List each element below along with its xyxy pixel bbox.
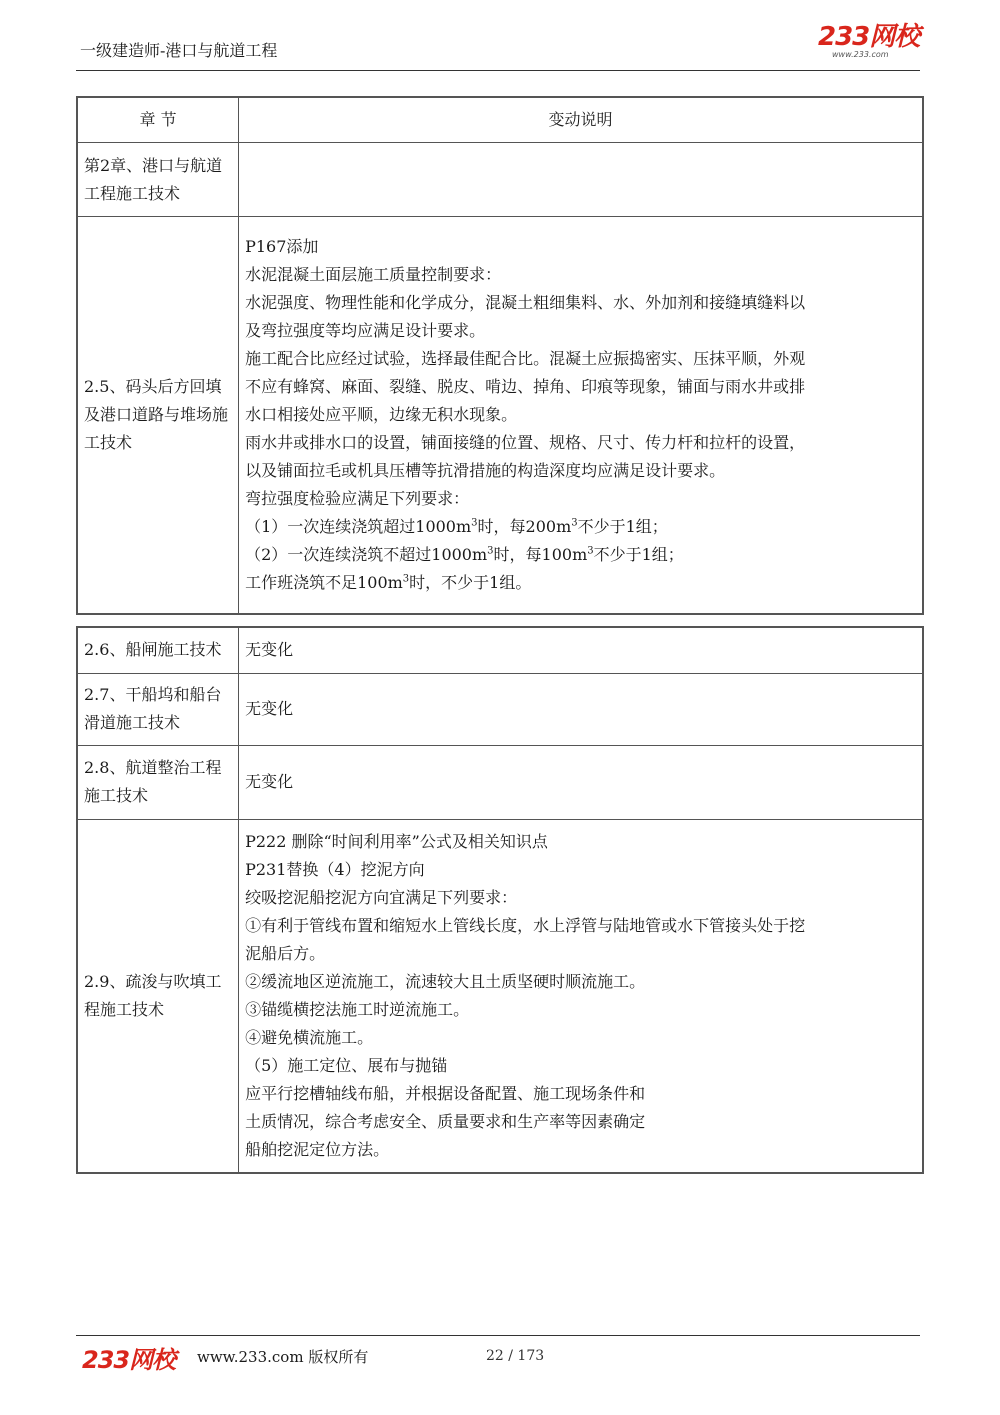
table-row: [77, 745, 923, 819]
table-row: [77, 819, 923, 1173]
change-line: ④避免横流施工。: [245, 1027, 374, 1047]
chapter-cell: 第2章、港口与航道工程施工技术: [77, 143, 239, 217]
table-header-row: [77, 97, 923, 143]
table-row: [77, 217, 923, 614]
superscript: 3: [571, 517, 578, 529]
chapter-cell: 2.8、航道整治工程施工技术: [77, 745, 239, 819]
item-text: 时，每200m: [477, 516, 572, 536]
superscript: 3: [402, 573, 410, 585]
change-line: P167添加: [245, 236, 319, 256]
requirement-item-3: [245, 569, 916, 597]
change-cell: [239, 819, 923, 1173]
column-header-change: 变动说明: [239, 97, 923, 143]
header-divider: [76, 70, 920, 71]
item-text: （2）一次连续浇筑不超过1000m: [245, 544, 488, 564]
superscript: 3: [471, 517, 478, 529]
change-cell: [239, 217, 923, 614]
requirement-item-1: [245, 513, 916, 541]
change-line: 以及铺面拉毛或机具压槽等抗滑措施的构造深度均应满足设计要求。: [245, 460, 726, 480]
change-line: ①有利于管线布置和缩短水上管线长度，水上浮管与陆地管或水下管接头处于挖: [245, 915, 806, 935]
chapter-cell: 2.9、疏浚与吹填工程施工技术: [77, 819, 239, 1173]
change-cell: 无变化: [239, 627, 923, 673]
superscript: 3: [487, 545, 494, 557]
changes-table-continued: [76, 626, 924, 1174]
change-line: 及弯拉强度等均应满足设计要求。: [245, 320, 486, 340]
chapter-cell: 2.5、码头后方回填及港口道路与堆场施工技术: [77, 217, 239, 614]
item-text: （1）一次连续浇筑超过1000m: [245, 516, 472, 536]
change-cell: [239, 143, 923, 217]
change-line: 船舶挖泥定位方法。: [245, 1139, 390, 1159]
change-line: 不应有蜂窝、麻面、裂缝、脱皮、啃边、掉角、印痕等现象，铺面与雨水井或排: [245, 376, 806, 396]
change-line: 施工配合比应经过试验，选择最佳配合比。混凝土应振捣密实、压抹平顺，外观: [245, 348, 806, 368]
item-text: 时，不少于1组。: [409, 572, 532, 592]
change-line: ②缓流地区逆流施工，流速较大且土质坚硬时顺流施工。: [245, 971, 646, 991]
chapter-cell: 2.6、船闸施工技术: [77, 627, 239, 673]
logo-text: 233网校: [818, 22, 920, 52]
change-cell: 无变化: [239, 745, 923, 819]
item-text: 不少于1组；: [577, 516, 668, 536]
change-line: 水口相接处应平顺，边缘无积水现象。: [245, 404, 518, 424]
change-line: （5）施工定位、展布与抛锚: [245, 1055, 448, 1075]
change-line: P222 删除“时间利用率”公式及相关知识点: [245, 831, 548, 851]
change-line: 水泥强度、物理性能和化学成分，混凝土粗细集料、水、外加剂和接缝填缝料以: [245, 292, 806, 312]
change-line: 水泥混凝土面层施工质量控制要求：: [245, 264, 502, 284]
item-text: 工作班浇筑不足100m: [245, 572, 403, 592]
logo-url: www.233.com: [832, 50, 889, 59]
footer-divider: [76, 1335, 920, 1336]
item-text: 不少于1组；: [593, 544, 684, 564]
requirement-item-2: [245, 541, 916, 569]
change-cell: 无变化: [239, 673, 923, 745]
chapter-cell: 2.7、干船坞和船台滑道施工技术: [77, 673, 239, 745]
document-header-title: 一级建造师-港口与航道工程: [80, 41, 278, 60]
column-header-chapter: 章 节: [77, 97, 239, 143]
change-line: 雨水井或排水口的设置，铺面接缝的位置、规格、尺寸、传力杆和拉杆的设置，: [245, 432, 806, 452]
brand-logo: [818, 24, 919, 59]
table-row: [77, 143, 923, 217]
change-line: 土质情况，综合考虑安全、质量要求和生产率等因素确定: [245, 1111, 646, 1131]
change-line: 泥船后方。: [245, 943, 326, 963]
change-line: 绞吸挖泥船挖泥方向宜满足下列要求：: [245, 887, 518, 907]
table-row: [77, 627, 923, 673]
superscript: 3: [587, 545, 594, 557]
change-line: ③锚缆横挖法施工时逆流施工。: [245, 999, 470, 1019]
page-number: 22 / 173: [486, 1348, 545, 1364]
table-row: [77, 673, 923, 745]
change-line: P231替换（4）挖泥方向: [245, 859, 425, 879]
footer-logo: 233网校: [82, 1346, 176, 1374]
changes-table: [76, 96, 924, 615]
item-text: 时，每100m: [493, 544, 588, 564]
change-line: 应平行挖槽轴线布船，并根据设备配置、施工现场条件和: [245, 1083, 646, 1103]
change-line: 弯拉强度检验应满足下列要求：: [245, 488, 470, 508]
footer-copyright: www.233.com 版权所有: [197, 1348, 369, 1366]
